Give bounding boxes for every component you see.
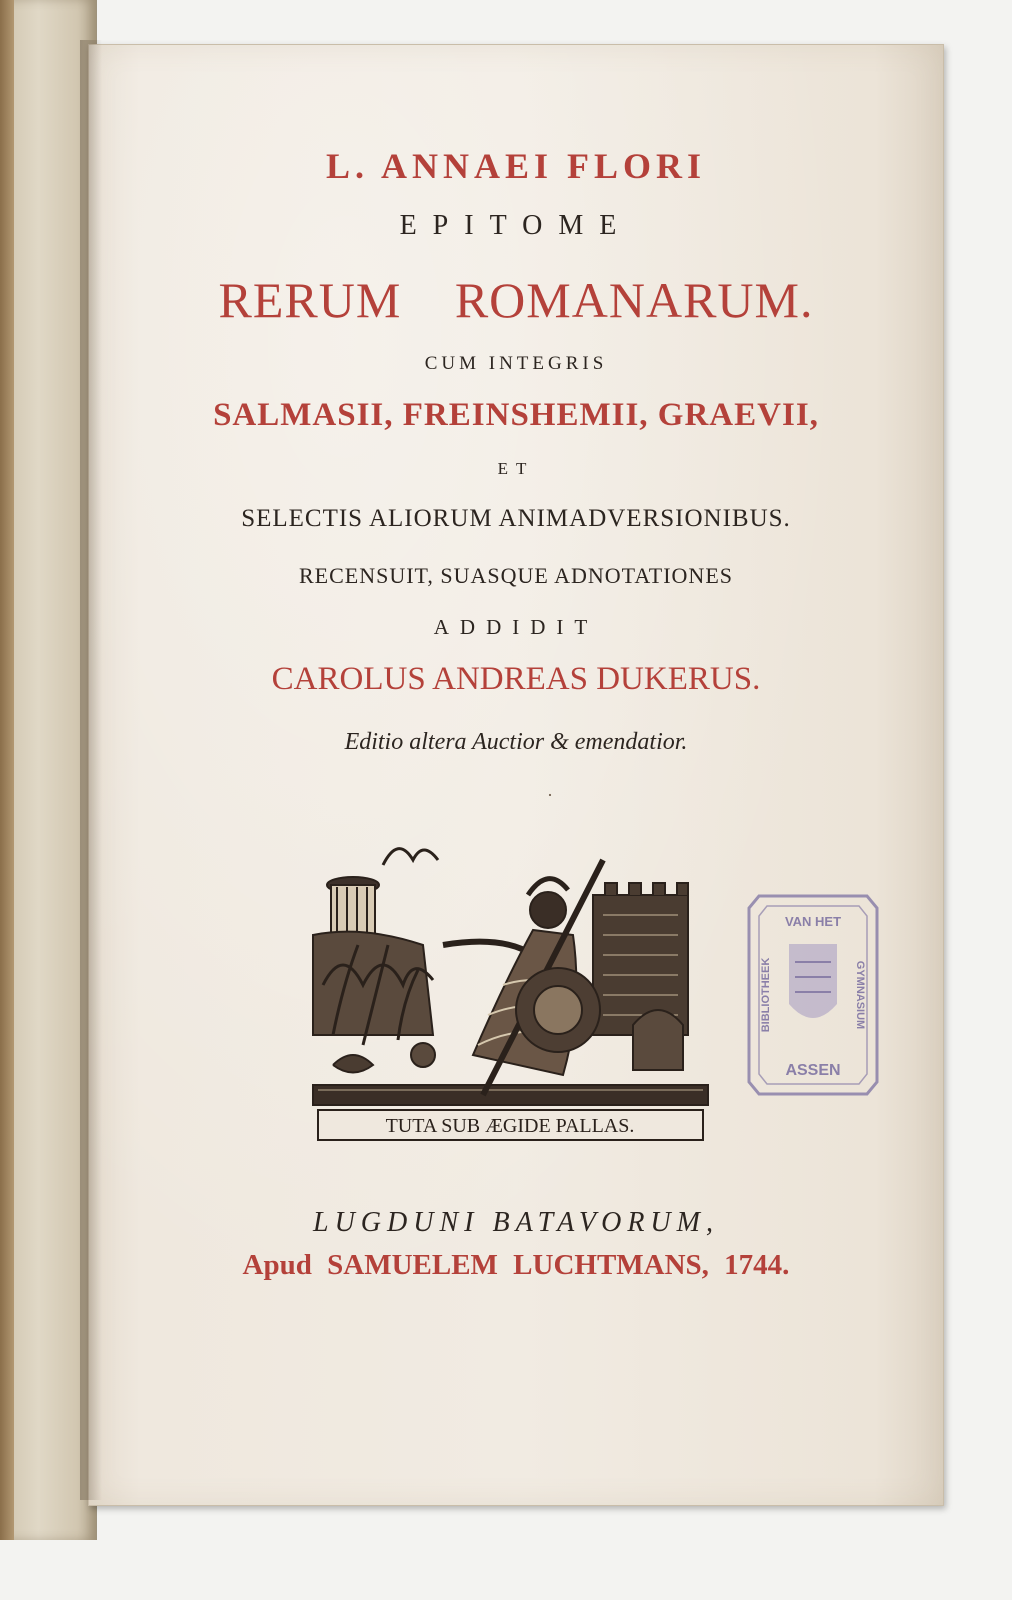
imprint-line: Apud SAMUELEM LUCHTMANS, 1744. xyxy=(242,1249,790,1281)
editor-line: CAROLUS ANDREAS DUKERUS. xyxy=(271,661,761,697)
commentators-line: SALMASII, FREINSHEMII, GRAEVII, xyxy=(213,397,819,433)
recensuit-line: RECENSUIT, SUASQUE ADNOTATIONES xyxy=(298,563,733,588)
title-page xyxy=(88,44,944,1506)
stamp-left-text: BIBLIOTHEEK xyxy=(760,957,772,1033)
library-stamp xyxy=(745,892,881,1098)
ornament-dot: · xyxy=(547,785,553,805)
et-line: ET xyxy=(497,459,535,478)
stamp-bottom-text: ASSEN xyxy=(785,1062,841,1079)
stamp-right-text: GYMNASIUM xyxy=(854,960,866,1030)
printers-mark-motto: TUTA SUB ÆGIDE PALLAS. xyxy=(385,1115,635,1137)
epitome-line: EPITOME xyxy=(399,210,633,241)
stamp-coat-of-arms xyxy=(789,944,837,1018)
gutter-shadow xyxy=(80,40,102,1500)
book-title: RERUM ROMANARUM. xyxy=(218,272,814,328)
stamp-top-text: VAN HET xyxy=(784,914,842,929)
edition-line: Editio altera Auctior & emendatior. xyxy=(344,729,688,755)
printers-mark-woodcut xyxy=(303,835,723,1145)
selectis-line: SELECTIS ALIORUM ANIMADVERSIONIBUS. xyxy=(241,505,791,532)
place-line: LUGDUNI BATAVORUM, xyxy=(313,1207,719,1238)
cum-integris-line: CUM INTEGRIS xyxy=(424,353,608,374)
addidit-line: ADDIDIT xyxy=(433,615,599,639)
author-line: L. ANNAEI FLORI xyxy=(325,146,707,186)
